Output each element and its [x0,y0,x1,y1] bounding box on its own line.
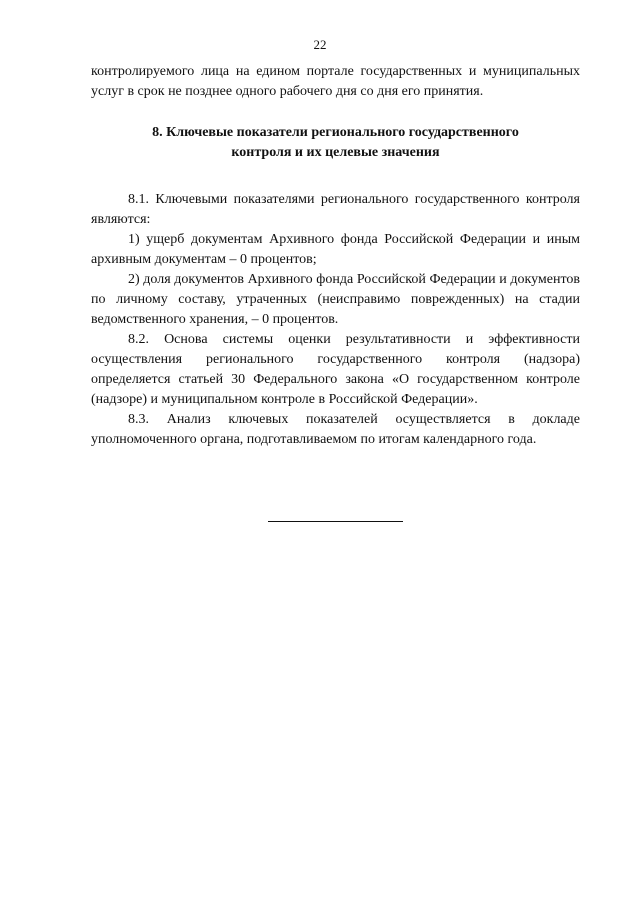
page-number: 22 [313,37,327,52]
paragraph-8-2: 8.2. Основа системы оценки результативности и эффективности осуществления регионального государственного контроля (надзора) определяется статьей 30 Федерального закона «О государственном контроле (надзоре) и муниципальном контроле в Российской Федерации». [91,332,580,407]
section-heading [91,123,580,163]
section-heading-line-2: контроля и их целевые значения [231,145,440,160]
intro-paragraph: контролируемого лица на едином портале государственных и муниципальных услуг в срок не позднее одного рабочего дня со дня его принятия. [91,64,580,99]
section-heading-line-1: 8. Ключевые показатели регионального государственного [152,125,519,140]
list-item-2: 2) доля документов Архивного фонда Российской Федерации и документов по личному составу, утраченных (неисправимо поврежденных) на стадии ведомственного хранения, – 0 процентов. [91,272,580,327]
paragraph-8-1: 8.1. Ключевыми показателями регионального государственного контроля являются: [91,192,580,227]
closing-divider [268,521,403,522]
paragraph-8-3: 8.3. Анализ ключевых показателей осуществляется в докладе уполномоченного органа, подготавливаемом по итогам календарного года. [91,412,580,447]
list-item-1: 1) ущерб документам Архивного фонда Российской Федерации и иным архивным документам – 0 процентов; [91,232,580,267]
document-body [91,62,580,450]
